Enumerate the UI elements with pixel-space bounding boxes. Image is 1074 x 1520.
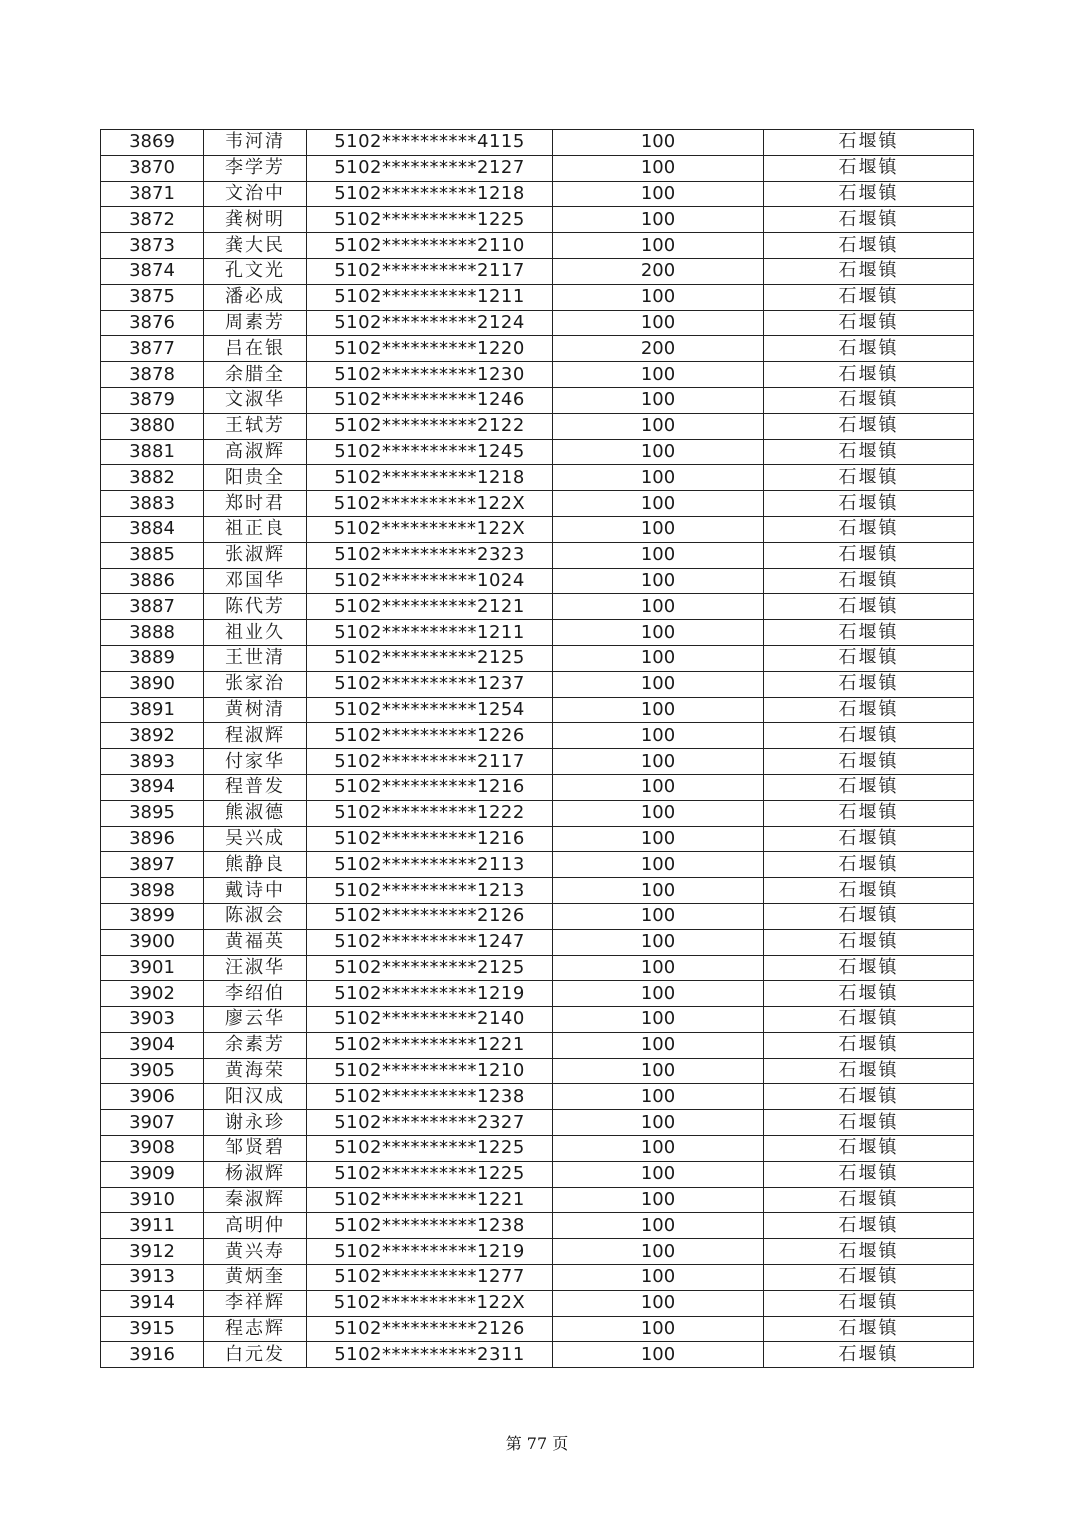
row-index: 3914 [101,1290,204,1316]
amount: 100 [553,723,764,749]
table-row [101,955,974,981]
row-index: 3880 [101,413,204,439]
id-number: 5102**********2126 [307,903,553,929]
town-name: 石堰镇 [764,645,974,671]
person-name: 韦河清 [204,130,307,156]
person-name: 黄福英 [204,929,307,955]
person-name: 张家治 [204,671,307,697]
town-name: 石堰镇 [764,233,974,259]
table-row [101,1110,974,1136]
town-name: 石堰镇 [764,465,974,491]
amount: 200 [553,258,764,284]
town-name: 石堰镇 [764,1213,974,1239]
town-name: 石堰镇 [764,1187,974,1213]
id-number: 5102**********2323 [307,542,553,568]
id-number: 5102**********1222 [307,800,553,826]
table-row [101,1058,974,1084]
table-row [101,439,974,465]
id-number: 5102**********1237 [307,671,553,697]
person-name: 陈代芳 [204,594,307,620]
town-name: 石堰镇 [764,1239,974,1265]
amount: 100 [553,387,764,413]
amount: 100 [553,852,764,878]
row-index: 3874 [101,258,204,284]
table-row [101,774,974,800]
table-row [101,1161,974,1187]
id-number: 5102**********1230 [307,362,553,388]
row-index: 3871 [101,181,204,207]
amount: 200 [553,336,764,362]
amount: 100 [553,1239,764,1265]
row-index: 3902 [101,981,204,1007]
id-number: 5102**********122X [307,1290,553,1316]
id-number: 5102**********1218 [307,181,553,207]
row-index: 3912 [101,1239,204,1265]
person-name: 高淑辉 [204,439,307,465]
amount: 100 [553,671,764,697]
amount: 100 [553,981,764,1007]
row-index: 3895 [101,800,204,826]
person-name: 秦淑辉 [204,1187,307,1213]
amount: 100 [553,1136,764,1162]
id-number: 5102**********1211 [307,284,553,310]
amount: 100 [553,929,764,955]
id-number: 5102**********4115 [307,130,553,156]
amount: 100 [553,362,764,388]
amount: 100 [553,568,764,594]
id-number: 5102**********1225 [307,1136,553,1162]
id-number: 5102**********1219 [307,1239,553,1265]
id-number: 5102**********1225 [307,207,553,233]
id-number: 5102**********1213 [307,878,553,904]
row-index: 3873 [101,233,204,259]
person-name: 程志辉 [204,1316,307,1342]
town-name: 石堰镇 [764,207,974,233]
amount: 100 [553,749,764,775]
town-name: 石堰镇 [764,491,974,517]
row-index: 3898 [101,878,204,904]
id-number: 5102**********122X [307,516,553,542]
table-row [101,826,974,852]
id-number: 5102**********1277 [307,1265,553,1291]
row-index: 3881 [101,439,204,465]
town-name: 石堰镇 [764,387,974,413]
table-row [101,852,974,878]
row-index: 3905 [101,1058,204,1084]
person-name: 吴兴成 [204,826,307,852]
person-name: 吕在银 [204,336,307,362]
row-index: 3900 [101,929,204,955]
amount: 100 [553,465,764,491]
amount: 100 [553,620,764,646]
row-index: 3878 [101,362,204,388]
town-name: 石堰镇 [764,542,974,568]
row-index: 3896 [101,826,204,852]
town-name: 石堰镇 [764,749,974,775]
table-row [101,594,974,620]
amount: 100 [553,413,764,439]
id-number: 5102**********1210 [307,1058,553,1084]
row-index: 3901 [101,955,204,981]
row-index: 3911 [101,1213,204,1239]
person-name: 郑时君 [204,491,307,517]
town-name: 石堰镇 [764,826,974,852]
amount: 100 [553,1265,764,1291]
table-row [101,1032,974,1058]
town-name: 石堰镇 [764,336,974,362]
row-index: 3876 [101,310,204,336]
town-name: 石堰镇 [764,155,974,181]
amount: 100 [553,155,764,181]
amount: 100 [553,1187,764,1213]
person-name: 潘必成 [204,284,307,310]
person-name: 熊淑德 [204,800,307,826]
person-name: 邓国华 [204,568,307,594]
amount: 100 [553,1084,764,1110]
id-number: 5102**********2117 [307,258,553,284]
amount: 100 [553,130,764,156]
town-name: 石堰镇 [764,1110,974,1136]
id-number: 5102**********1247 [307,929,553,955]
row-index: 3909 [101,1161,204,1187]
row-index: 3870 [101,155,204,181]
town-name: 石堰镇 [764,723,974,749]
id-number: 5102**********1024 [307,568,553,594]
table-row [101,542,974,568]
amount: 100 [553,1161,764,1187]
town-name: 石堰镇 [764,1342,974,1368]
amount: 100 [553,439,764,465]
table-row [101,310,974,336]
table-row [101,878,974,904]
amount: 100 [553,233,764,259]
person-name: 孔文光 [204,258,307,284]
amount: 100 [553,310,764,336]
row-index: 3892 [101,723,204,749]
id-number: 5102**********1219 [307,981,553,1007]
row-index: 3904 [101,1032,204,1058]
person-name: 谢永珍 [204,1110,307,1136]
town-name: 石堰镇 [764,620,974,646]
id-number: 5102**********2117 [307,749,553,775]
person-name: 黄炳奎 [204,1265,307,1291]
roster-table [100,129,974,1368]
table-row [101,1084,974,1110]
person-name: 戴诗中 [204,878,307,904]
row-index: 3907 [101,1110,204,1136]
amount: 100 [553,516,764,542]
row-index: 3916 [101,1342,204,1368]
town-name: 石堰镇 [764,1058,974,1084]
town-name: 石堰镇 [764,1084,974,1110]
person-name: 祖正良 [204,516,307,542]
town-name: 石堰镇 [764,181,974,207]
town-name: 石堰镇 [764,903,974,929]
id-number: 5102**********1226 [307,723,553,749]
table-row [101,645,974,671]
id-number: 5102**********2311 [307,1342,553,1368]
person-name: 高明仲 [204,1213,307,1239]
table-row [101,620,974,646]
town-name: 石堰镇 [764,1290,974,1316]
row-index: 3913 [101,1265,204,1291]
table-row [101,516,974,542]
row-index: 3888 [101,620,204,646]
amount: 100 [553,542,764,568]
table-row [101,723,974,749]
row-index: 3885 [101,542,204,568]
town-name: 石堰镇 [764,516,974,542]
person-name: 阳汉成 [204,1084,307,1110]
amount: 100 [553,1316,764,1342]
table-row [101,362,974,388]
town-name: 石堰镇 [764,568,974,594]
amount: 100 [553,955,764,981]
table-row [101,749,974,775]
row-index: 3894 [101,774,204,800]
row-index: 3903 [101,1007,204,1033]
amount: 100 [553,645,764,671]
amount: 100 [553,826,764,852]
id-number: 5102**********1245 [307,439,553,465]
table-row [101,130,974,156]
amount: 100 [553,774,764,800]
town-name: 石堰镇 [764,413,974,439]
id-number: 5102**********2125 [307,955,553,981]
amount: 100 [553,878,764,904]
table-row [101,697,974,723]
amount: 100 [553,800,764,826]
row-index: 3882 [101,465,204,491]
table-row [101,568,974,594]
person-name: 熊静良 [204,852,307,878]
row-index: 3910 [101,1187,204,1213]
person-name: 廖云华 [204,1007,307,1033]
row-index: 3872 [101,207,204,233]
amount: 100 [553,1007,764,1033]
amount: 100 [553,1342,764,1368]
row-index: 3877 [101,336,204,362]
town-name: 石堰镇 [764,878,974,904]
id-number: 5102**********2126 [307,1316,553,1342]
town-name: 石堰镇 [764,1032,974,1058]
table-row [101,1187,974,1213]
table-row [101,903,974,929]
row-index: 3884 [101,516,204,542]
table-row [101,1136,974,1162]
table-row [101,981,974,1007]
person-name: 龚树明 [204,207,307,233]
table-row [101,387,974,413]
town-name: 石堰镇 [764,800,974,826]
person-name: 文淑华 [204,387,307,413]
person-name: 黄树清 [204,697,307,723]
table-row [101,1290,974,1316]
table-row [101,284,974,310]
amount: 100 [553,903,764,929]
amount: 100 [553,1110,764,1136]
town-name: 石堰镇 [764,310,974,336]
person-name: 李祥辉 [204,1290,307,1316]
row-index: 3915 [101,1316,204,1342]
row-index: 3886 [101,568,204,594]
row-index: 3893 [101,749,204,775]
person-name: 汪淑华 [204,955,307,981]
person-name: 邹贤碧 [204,1136,307,1162]
table-row [101,929,974,955]
row-index: 3899 [101,903,204,929]
table-row [101,465,974,491]
person-name: 文治中 [204,181,307,207]
person-name: 王轼芳 [204,413,307,439]
table-row [101,1342,974,1368]
person-name: 余腊全 [204,362,307,388]
page-number: 第 77 页 [505,1434,569,1453]
person-name: 杨淑辉 [204,1161,307,1187]
town-name: 石堰镇 [764,671,974,697]
id-number: 5102**********122X [307,491,553,517]
person-name: 阳贵全 [204,465,307,491]
row-index: 3890 [101,671,204,697]
table-row [101,258,974,284]
person-name: 龚大民 [204,233,307,259]
amount: 100 [553,697,764,723]
town-name: 石堰镇 [764,362,974,388]
row-index: 3908 [101,1136,204,1162]
id-number: 5102**********1254 [307,697,553,723]
town-name: 石堰镇 [764,955,974,981]
amount: 100 [553,284,764,310]
person-name: 黄兴寿 [204,1239,307,1265]
table-row [101,233,974,259]
town-name: 石堰镇 [764,1316,974,1342]
id-number: 5102**********1211 [307,620,553,646]
town-name: 石堰镇 [764,929,974,955]
table-row [101,155,974,181]
town-name: 石堰镇 [764,697,974,723]
table-row [101,413,974,439]
row-index: 3889 [101,645,204,671]
town-name: 石堰镇 [764,594,974,620]
town-name: 石堰镇 [764,258,974,284]
person-name: 李绍伯 [204,981,307,1007]
amount: 100 [553,1213,764,1239]
person-name: 余素芳 [204,1032,307,1058]
id-number: 5102**********1218 [307,465,553,491]
amount: 100 [553,594,764,620]
table-row [101,1239,974,1265]
table-row [101,671,974,697]
row-index: 3897 [101,852,204,878]
id-number: 5102**********2124 [307,310,553,336]
person-name: 白元发 [204,1342,307,1368]
row-index: 3883 [101,491,204,517]
table-row [101,336,974,362]
town-name: 石堰镇 [764,1007,974,1033]
id-number: 5102**********1238 [307,1084,553,1110]
person-name: 陈淑会 [204,903,307,929]
id-number: 5102**********2127 [307,155,553,181]
table-row [101,800,974,826]
id-number: 5102**********2122 [307,413,553,439]
table-row [101,1007,974,1033]
amount: 100 [553,491,764,517]
town-name: 石堰镇 [764,130,974,156]
person-name: 祖业久 [204,620,307,646]
id-number: 5102**********1221 [307,1187,553,1213]
id-number: 5102**********1238 [307,1213,553,1239]
amount: 100 [553,181,764,207]
id-number: 5102**********1221 [307,1032,553,1058]
id-number: 5102**********1246 [307,387,553,413]
id-number: 5102**********1216 [307,774,553,800]
person-name: 程普发 [204,774,307,800]
table-row [101,1265,974,1291]
table-row [101,181,974,207]
row-index: 3887 [101,594,204,620]
person-name: 王世清 [204,645,307,671]
id-number: 5102**********2125 [307,645,553,671]
town-name: 石堰镇 [764,774,974,800]
town-name: 石堰镇 [764,439,974,465]
id-number: 5102**********2113 [307,852,553,878]
town-name: 石堰镇 [764,981,974,1007]
table-row [101,207,974,233]
row-index: 3891 [101,697,204,723]
person-name: 付家华 [204,749,307,775]
table-row [101,1316,974,1342]
row-index: 3879 [101,387,204,413]
id-number: 5102**********2110 [307,233,553,259]
roster-table-body [101,130,974,1368]
person-name: 程淑辉 [204,723,307,749]
person-name: 李学芳 [204,155,307,181]
row-index: 3906 [101,1084,204,1110]
id-number: 5102**********2121 [307,594,553,620]
id-number: 5102**********2140 [307,1007,553,1033]
id-number: 5102**********1220 [307,336,553,362]
amount: 100 [553,207,764,233]
person-name: 周素芳 [204,310,307,336]
row-index: 3875 [101,284,204,310]
town-name: 石堰镇 [764,1265,974,1291]
amount: 100 [553,1058,764,1084]
table-row [101,491,974,517]
town-name: 石堰镇 [764,1136,974,1162]
town-name: 石堰镇 [764,852,974,878]
id-number: 5102**********1225 [307,1161,553,1187]
amount: 100 [553,1290,764,1316]
table-row [101,1213,974,1239]
town-name: 石堰镇 [764,284,974,310]
town-name: 石堰镇 [764,1161,974,1187]
amount: 100 [553,1032,764,1058]
id-number: 5102**********1216 [307,826,553,852]
id-number: 5102**********2327 [307,1110,553,1136]
row-index: 3869 [101,130,204,156]
person-name: 黄海荣 [204,1058,307,1084]
person-name: 张淑辉 [204,542,307,568]
